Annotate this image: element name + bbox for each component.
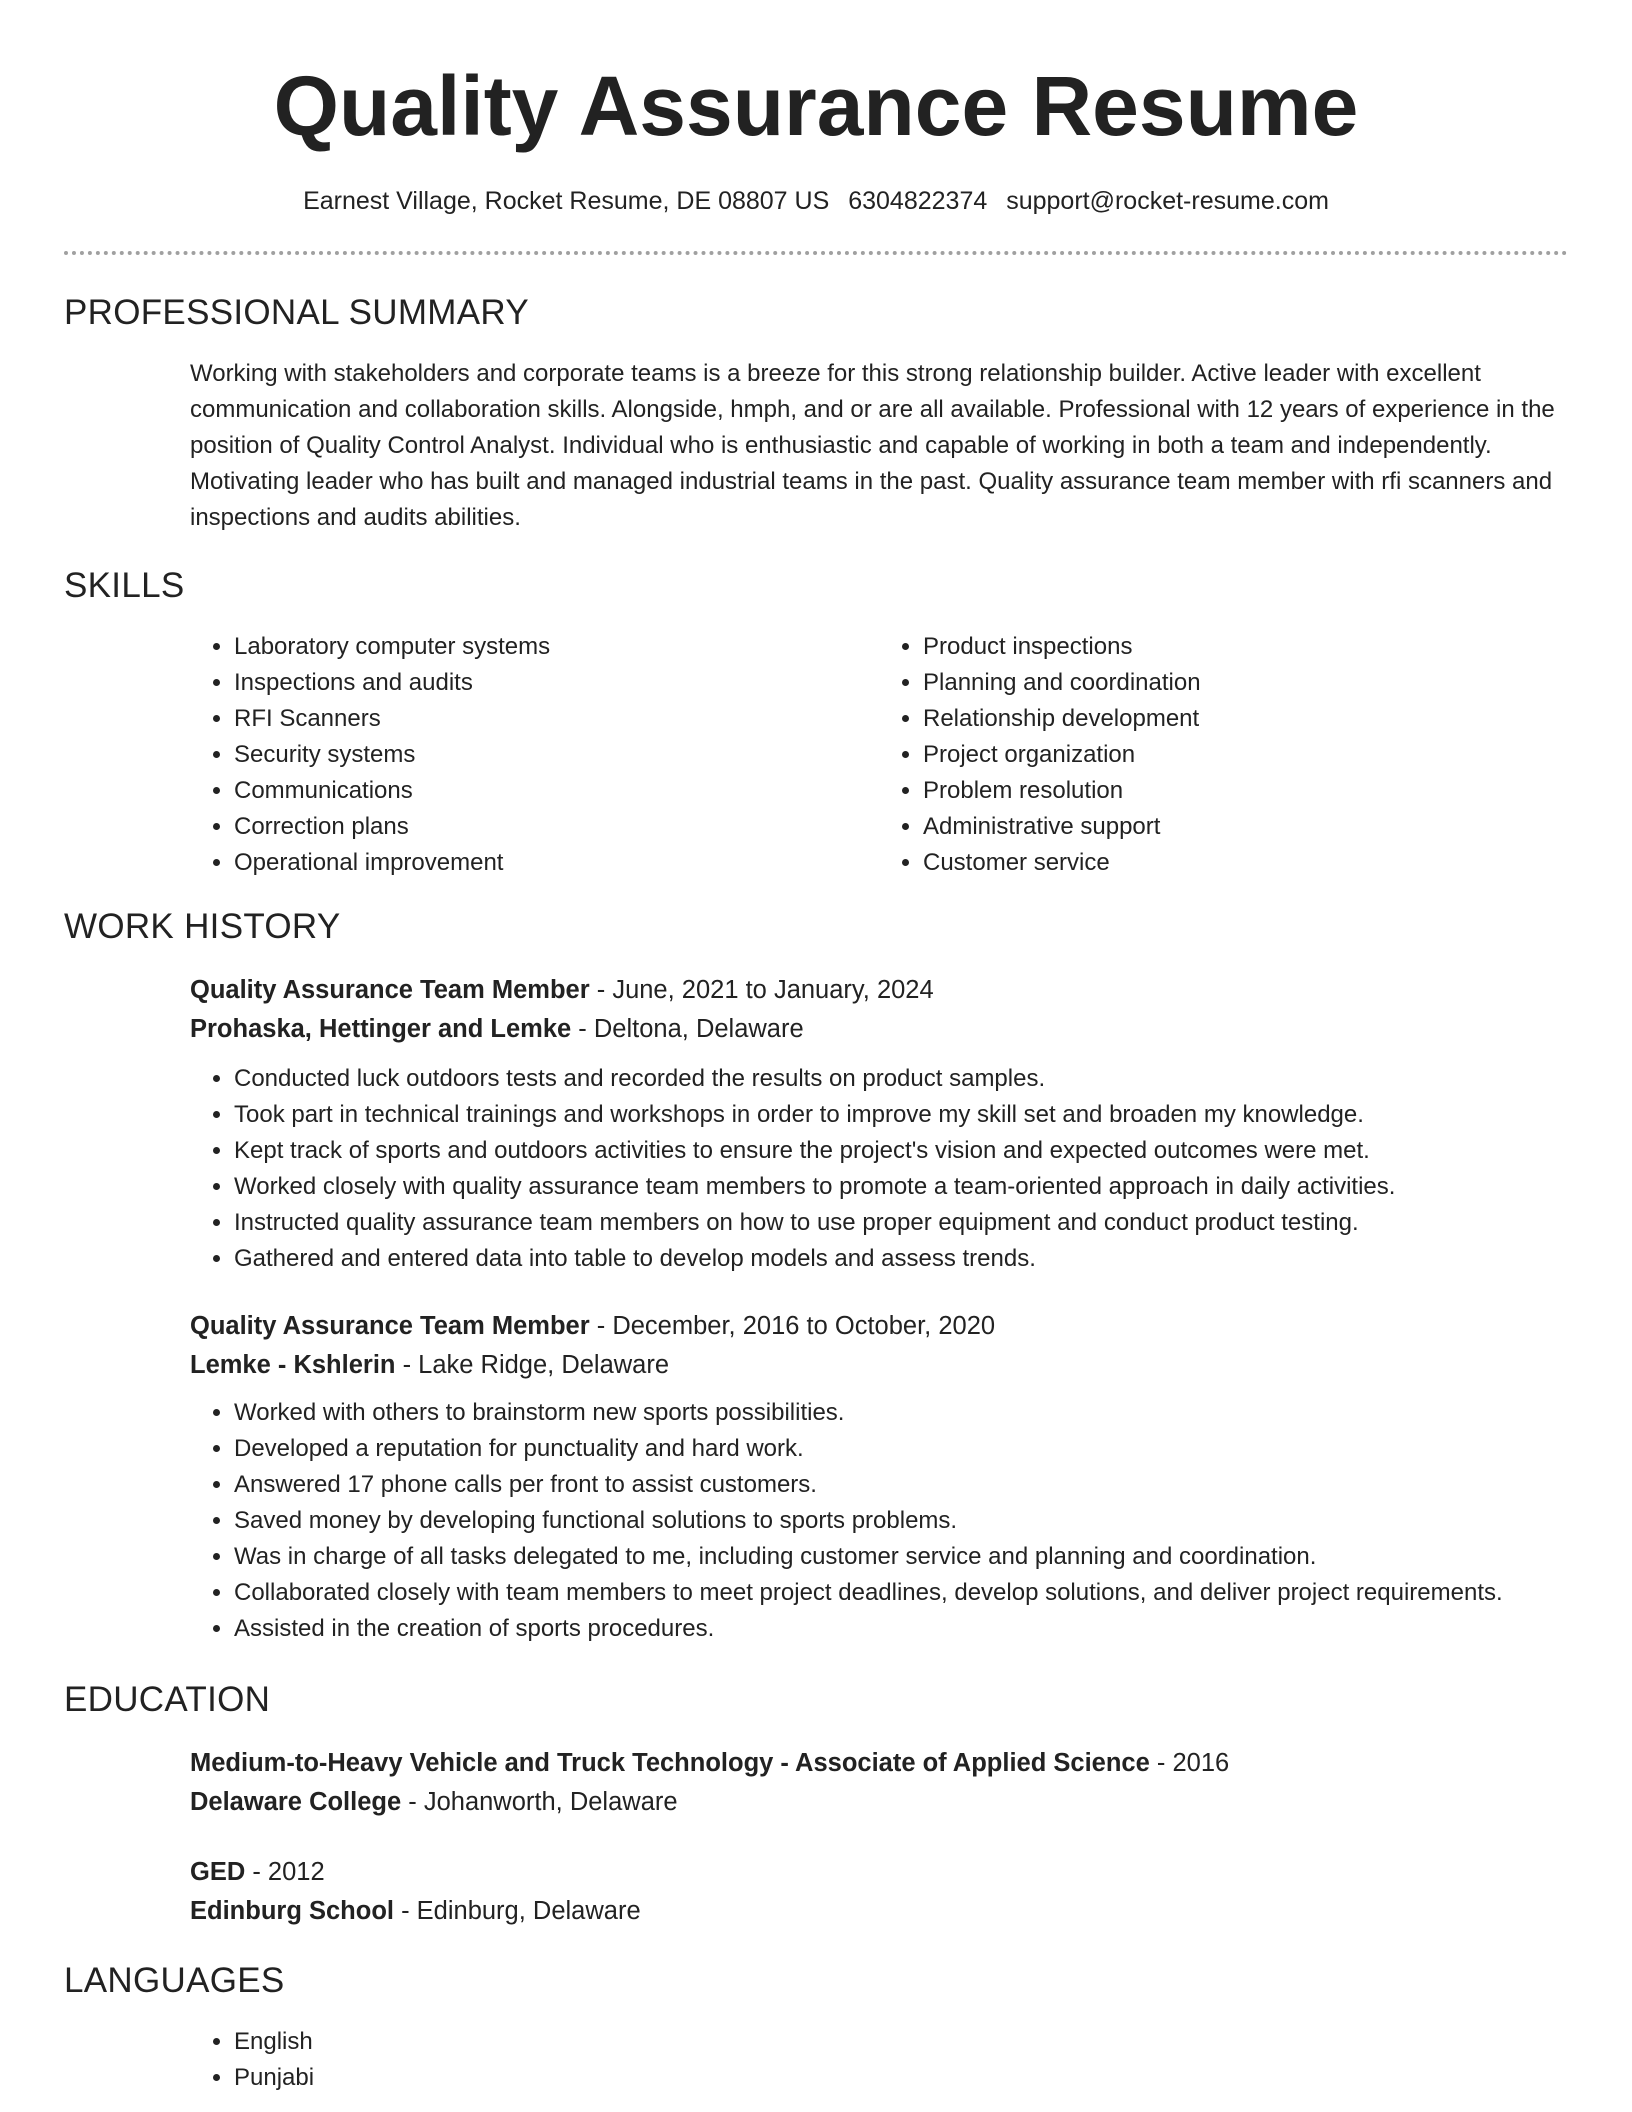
job-bullet: • Worked with others to brainstorm new sports possibilities.	[234, 1395, 1568, 1431]
skill-item: • Relationship development	[923, 701, 1568, 737]
language-item: • English	[234, 2024, 1568, 2060]
skill-item: • Inspections and audits	[234, 665, 879, 701]
skill-item: • Security systems	[234, 737, 879, 773]
skill-item: • Operational improvement	[234, 845, 879, 881]
job-dates: - June, 2021 to January, 2024	[589, 976, 934, 1004]
education-school: Edinburg School	[190, 1897, 394, 1925]
education-degree-line	[190, 1853, 1568, 1892]
job-bullet: • Gathered and entered data into table to develop models and assess trends.	[234, 1241, 1568, 1277]
summary-text: Working with stakeholders and corporate teams is a breeze for this strong relationship builder. Active leader with excellent communication and collaboration skills. Alongside, hmph, and or are all available. Professional with 12 years of experience in the position of Quality Control Analyst. Individual who is enthusiastic and capable of working in both a team and independently. Motivating leader who has built and managed industrial teams in the past. Quality assurance team member with rfi scanners and inspections and audits abilities.	[190, 360, 1555, 531]
job-bullet: • Took part in technical trainings and workshops in order to improve my skill set and broaden my knowledge.	[234, 1097, 1568, 1133]
skill-item: • Project organization	[923, 737, 1568, 773]
resume-title: Quality Assurance Resume	[273, 59, 1359, 153]
job-company-line	[190, 1010, 1568, 1049]
education-year: - 2016	[1149, 1749, 1230, 1777]
job-bullet: • Was in charge of all tasks delegated to me, including customer service and planning and coordination.	[234, 1539, 1568, 1575]
skill-item: • Product inspections	[923, 629, 1568, 665]
education-degree-line	[190, 1744, 1568, 1783]
skills-list-left	[190, 629, 879, 881]
contact-phone: 6304822374	[848, 187, 988, 215]
skill-item: • Communications	[234, 773, 879, 809]
summary-section	[190, 356, 1568, 536]
job-bullet: • Assisted in the creation of sports procedures.	[234, 1611, 1568, 1647]
job-bullets	[190, 1395, 1568, 1647]
language-item: • Punjabi	[234, 2060, 1568, 2096]
summary-heading: PROFESSIONAL SUMMARY	[64, 293, 529, 332]
skills-list-right	[879, 629, 1568, 881]
education-entry	[190, 1853, 1568, 1931]
job-dates: - December, 2016 to October, 2020	[589, 1312, 996, 1340]
education-heading: EDUCATION	[64, 1680, 271, 1719]
education-degree: Medium-to-Heavy Vehicle and Truck Technology - Associate of Applied Science	[190, 1749, 1150, 1777]
education-location: - Edinburg, Delaware	[394, 1897, 641, 1925]
education-year: - 2012	[245, 1858, 325, 1886]
education-location: - Johanworth, Delaware	[401, 1788, 678, 1816]
job-bullet: • Conducted luck outdoors tests and recorded the results on product samples.	[234, 1061, 1568, 1097]
languages-section	[190, 2024, 1568, 2096]
job-bullet: • Saved money by developing functional solutions to sports problems.	[234, 1503, 1568, 1539]
job-title: Quality Assurance Team Member	[190, 976, 590, 1004]
job-bullet: • Worked closely with quality assurance team members to promote a team-oriented approach in daily activities.	[234, 1169, 1568, 1205]
skill-item: • Administrative support	[923, 809, 1568, 845]
skill-item: • Problem resolution	[923, 773, 1568, 809]
job-title: Quality Assurance Team Member	[190, 1312, 590, 1340]
job-company: Prohaska, Hettinger and Lemke	[190, 1015, 572, 1043]
job-bullet: • Kept track of sports and outdoors activities to ensure the project's vision and expected outcomes were met.	[234, 1133, 1568, 1169]
contact-line	[64, 184, 1568, 218]
skill-item: • Correction plans	[234, 809, 879, 845]
education-entry	[190, 1744, 1568, 1822]
work-section	[190, 971, 1568, 1647]
job-title-line	[190, 1307, 1568, 1346]
contact-address: Earnest Village, Rocket Resume, DE 08807 US	[303, 187, 830, 215]
education-school-line	[190, 1783, 1568, 1822]
job-title-line	[190, 971, 1568, 1010]
skill-item: • Laboratory computer systems	[234, 629, 879, 665]
skill-item: • RFI Scanners	[234, 701, 879, 737]
work-heading: WORK HISTORY	[64, 907, 341, 946]
job-company: Lemke - Kshlerin	[190, 1351, 396, 1379]
job-bullet: • Developed a reputation for punctuality and hard work.	[234, 1431, 1568, 1467]
education-degree: GED	[190, 1858, 246, 1886]
skill-item: • Planning and coordination	[923, 665, 1568, 701]
header-divider	[64, 251, 1568, 255]
job-location: - Deltona, Delaware	[571, 1015, 804, 1043]
job-company-line	[190, 1346, 1568, 1385]
skills-section	[190, 629, 1568, 881]
languages-list	[190, 2024, 1568, 2096]
resume-page	[64, 0, 1568, 2096]
job-bullet: • Collaborated closely with team members to meet project deadlines, develop solutions, and deliver project requirements.	[234, 1575, 1568, 1611]
skill-item: • Customer service	[923, 845, 1568, 881]
skills-heading: SKILLS	[64, 566, 185, 605]
contact-email: support@rocket-resume.com	[1006, 187, 1329, 215]
education-school-line	[190, 1892, 1568, 1931]
job-bullet: • Answered 17 phone calls per front to assist customers.	[234, 1467, 1568, 1503]
education-school: Delaware College	[190, 1788, 402, 1816]
job-entry	[190, 1307, 1568, 1647]
job-location: - Lake Ridge, Delaware	[395, 1351, 670, 1379]
job-bullets	[190, 1061, 1568, 1277]
languages-heading: LANGUAGES	[64, 1961, 285, 2000]
job-bullet: • Instructed quality assurance team members on how to use proper equipment and conduct product testing.	[234, 1205, 1568, 1241]
education-section	[190, 1744, 1568, 1931]
job-entry	[190, 971, 1568, 1277]
